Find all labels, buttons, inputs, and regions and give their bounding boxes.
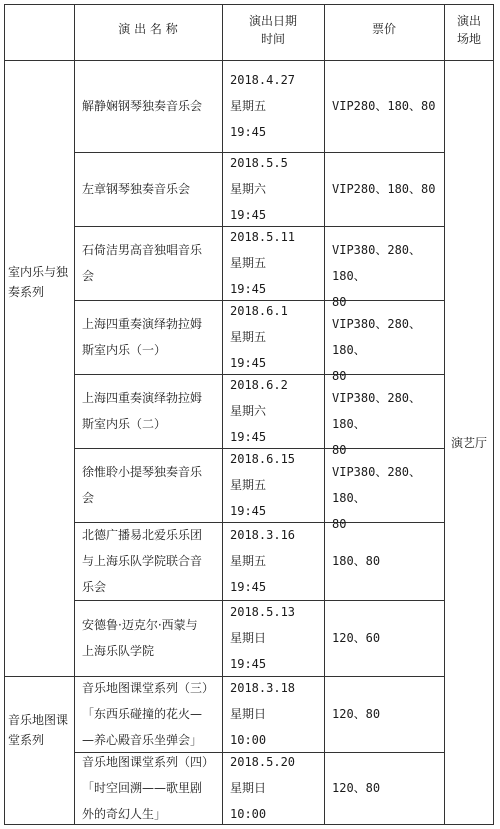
grid-line-col (493, 4, 494, 824)
concert-schedule-table (4, 4, 494, 824)
row-price: VIP380、280、180、 80 (332, 243, 422, 309)
row-weekday: 星期日 (230, 631, 267, 645)
row-weekday: 星期五 (230, 554, 267, 568)
row-datetime (230, 446, 320, 524)
row-time: 19:45 (230, 657, 267, 671)
category-chamber-solo: 室内乐与独 奏系列 (8, 265, 69, 299)
row-time: 10:00 (230, 807, 267, 821)
row-datetime (230, 298, 320, 376)
row-weekday: 星期五 (230, 478, 267, 492)
row-datetime (230, 522, 320, 600)
row-name: 石倚洁男高音独唱音乐 会 (82, 243, 203, 283)
row-name: 音乐地图课堂系列（四） 「时空回溯——歌里剧 外的奇幻人生」 (82, 755, 215, 821)
row-datetime (230, 749, 320, 827)
row-name: 左章钢琴独奏音乐会 (82, 182, 191, 196)
grid-line-top (4, 4, 494, 5)
row-name: 解静娴钢琴独奏音乐会 (82, 99, 203, 113)
row-time: 19:45 (230, 356, 267, 370)
row-date: 2018.5.13 (230, 605, 296, 619)
row-time: 19:45 (230, 430, 267, 444)
category-music-map: 音乐地图课 堂系列 (8, 713, 69, 747)
row-date: 2018.3.16 (230, 528, 296, 542)
grid-line-col (4, 4, 5, 824)
row-weekday: 星期日 (230, 781, 267, 795)
row-date: 2018.6.1 (230, 304, 288, 318)
row-date: 2018.5.11 (230, 230, 296, 244)
row-price: 120、60 (332, 631, 381, 645)
row-time: 19:45 (230, 282, 267, 296)
row-name: 上海四重奏演绎勃拉姆 斯室内乐（一） (82, 317, 203, 357)
row-price: VIP380、280、180、 80 (332, 317, 422, 383)
header-name: 演 出 名 称 (118, 22, 178, 36)
row-price: 120、80 (332, 781, 381, 795)
row-datetime (230, 67, 320, 145)
venue-cell: 演艺厅 (450, 436, 487, 450)
grid-line-row (4, 676, 444, 677)
grid-line-col (222, 4, 223, 824)
row-price: VIP280、180、80 (332, 99, 436, 113)
row-time: 19:45 (230, 125, 267, 139)
header-venue: 演出 场地 (456, 14, 481, 46)
row-price: VIP380、280、180、 80 (332, 391, 422, 457)
row-date: 2018.6.2 (230, 378, 288, 392)
row-weekday: 星期五 (230, 256, 267, 270)
row-weekday: 星期五 (230, 99, 267, 113)
row-weekday: 星期日 (230, 707, 267, 721)
header-price: 票价 (371, 22, 396, 36)
row-date: 2018.5.5 (230, 156, 288, 170)
row-weekday: 星期六 (230, 404, 267, 418)
row-date: 2018.6.15 (230, 452, 296, 466)
row-name: 上海四重奏演绎勃拉姆 斯室内乐（二） (82, 391, 203, 431)
row-price: VIP380、280、180、 80 (332, 465, 422, 531)
row-name: 徐惟聆小提琴独奏音乐 会 (82, 465, 203, 505)
row-name: 北德广播易北爱乐乐团 与上海乐队学院联合音 乐会 (82, 528, 203, 594)
row-weekday: 星期六 (230, 182, 267, 196)
row-datetime (230, 599, 320, 677)
row-weekday: 星期五 (230, 330, 267, 344)
row-time: 19:45 (230, 580, 267, 594)
row-time: 10:00 (230, 733, 267, 747)
grid-line-col (444, 4, 445, 824)
row-time: 19:45 (230, 208, 267, 222)
grid-line-header (4, 60, 494, 61)
row-price: VIP280、180、80 (332, 182, 436, 196)
row-datetime (230, 372, 320, 450)
row-name: 音乐地图课堂系列（三） 「东西乐碰撞的花火— —养心殿音乐坐弹会」 (82, 681, 215, 747)
row-date: 2018.3.18 (230, 681, 296, 695)
grid-line-col (324, 4, 325, 824)
row-time: 19:45 (230, 504, 267, 518)
grid-line-col (74, 4, 75, 824)
row-datetime (230, 150, 320, 228)
row-price: 180、80 (332, 554, 381, 568)
row-date: 2018.4.27 (230, 73, 296, 87)
row-datetime (230, 675, 320, 753)
row-price: 120、80 (332, 707, 381, 721)
row-name: 安德鲁·迈克尔·西蒙与 上海乐队学院 (82, 618, 198, 658)
row-date: 2018.5.20 (230, 755, 296, 769)
row-datetime (230, 224, 320, 302)
header-datetime: 演出日期 时间 (248, 14, 297, 46)
